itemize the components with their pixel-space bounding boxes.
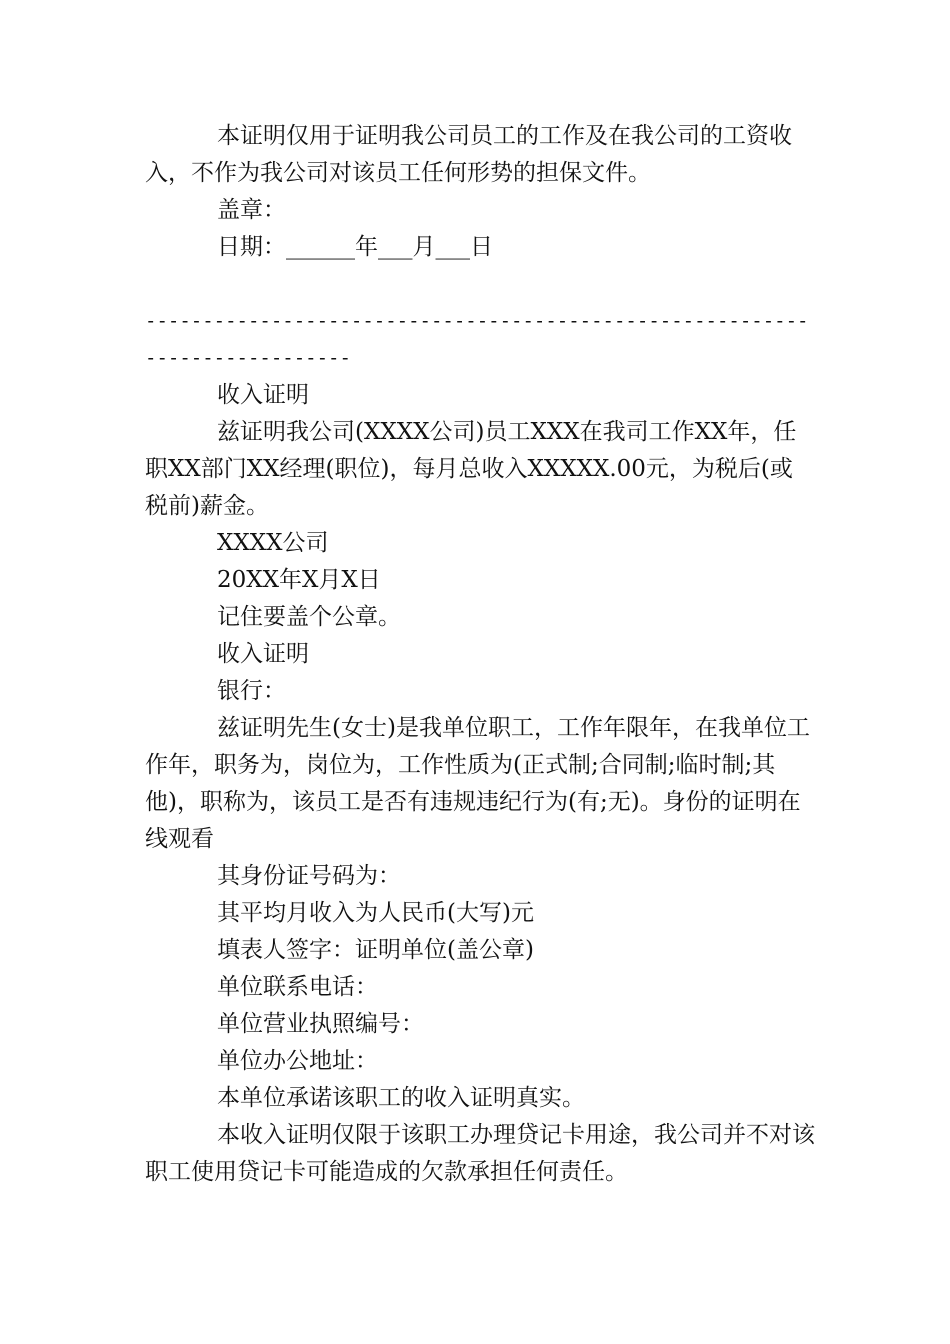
office-address-line: 单位办公地址： — [217, 1048, 378, 1074]
income-certificate-body: 兹证明我公司(XXXX公司)员工XXX在我司工作XX年，任职XX部门XX经理(职位)，每月总收入XXXXX.00元，为税后(或税前)薪金。 — [145, 419, 797, 519]
income-certificate-title: 收入证明 — [217, 382, 309, 408]
certificate-scope-paragraph: 本证明仅用于证明我公司员工的工作及在我公司的工资收入，不作为我公司对该员工任何形势的担保文件。 — [145, 123, 792, 186]
document-page — [145, 118, 815, 1191]
seal-reminder: 记住要盖个公章。 — [217, 604, 401, 630]
seal-line: 盖章： — [217, 197, 286, 223]
unit-phone-line: 单位联系电话： — [217, 974, 378, 1000]
employee-details-paragraph: 兹证明先生(女士)是我单位职工，工作年限年，在我单位工作年，职务为，岗位为，工作性质为(正式制;合同制;临时制;其他)，职称为，该员工是否有违规违纪行为(有;无)。身份的证明在线观看 — [145, 715, 810, 852]
company-name: XXXX公司 — [217, 530, 329, 556]
id-number-line: 其身份证号码为： — [217, 863, 401, 889]
business-license-line: 单位营业执照编号： — [217, 1011, 424, 1037]
monthly-income-line: 其平均月收入为人民币(大写)元 — [217, 900, 534, 926]
signer-line: 填表人签字：证明单位(盖公章) — [217, 937, 534, 963]
usage-disclaimer: 本收入证明仅限于该职工办理贷记卡用途，我公司并不对该职工使用贷记卡可能造成的欠款承担任何责任。 — [145, 1122, 815, 1185]
authenticity-promise: 本单位承诺该职工的收入证明真实。 — [217, 1085, 585, 1111]
income-certificate-title-2: 收入证明 — [217, 641, 309, 667]
blank-gap — [145, 266, 815, 303]
certificate-date: 20XX年X月X日 — [217, 567, 381, 593]
bank-addressee: 银行： — [217, 678, 286, 704]
dashed-separator: ---------------------------------------------------------------------------- — [145, 310, 809, 369]
date-line: 日期：______年___月___日 — [217, 234, 493, 260]
